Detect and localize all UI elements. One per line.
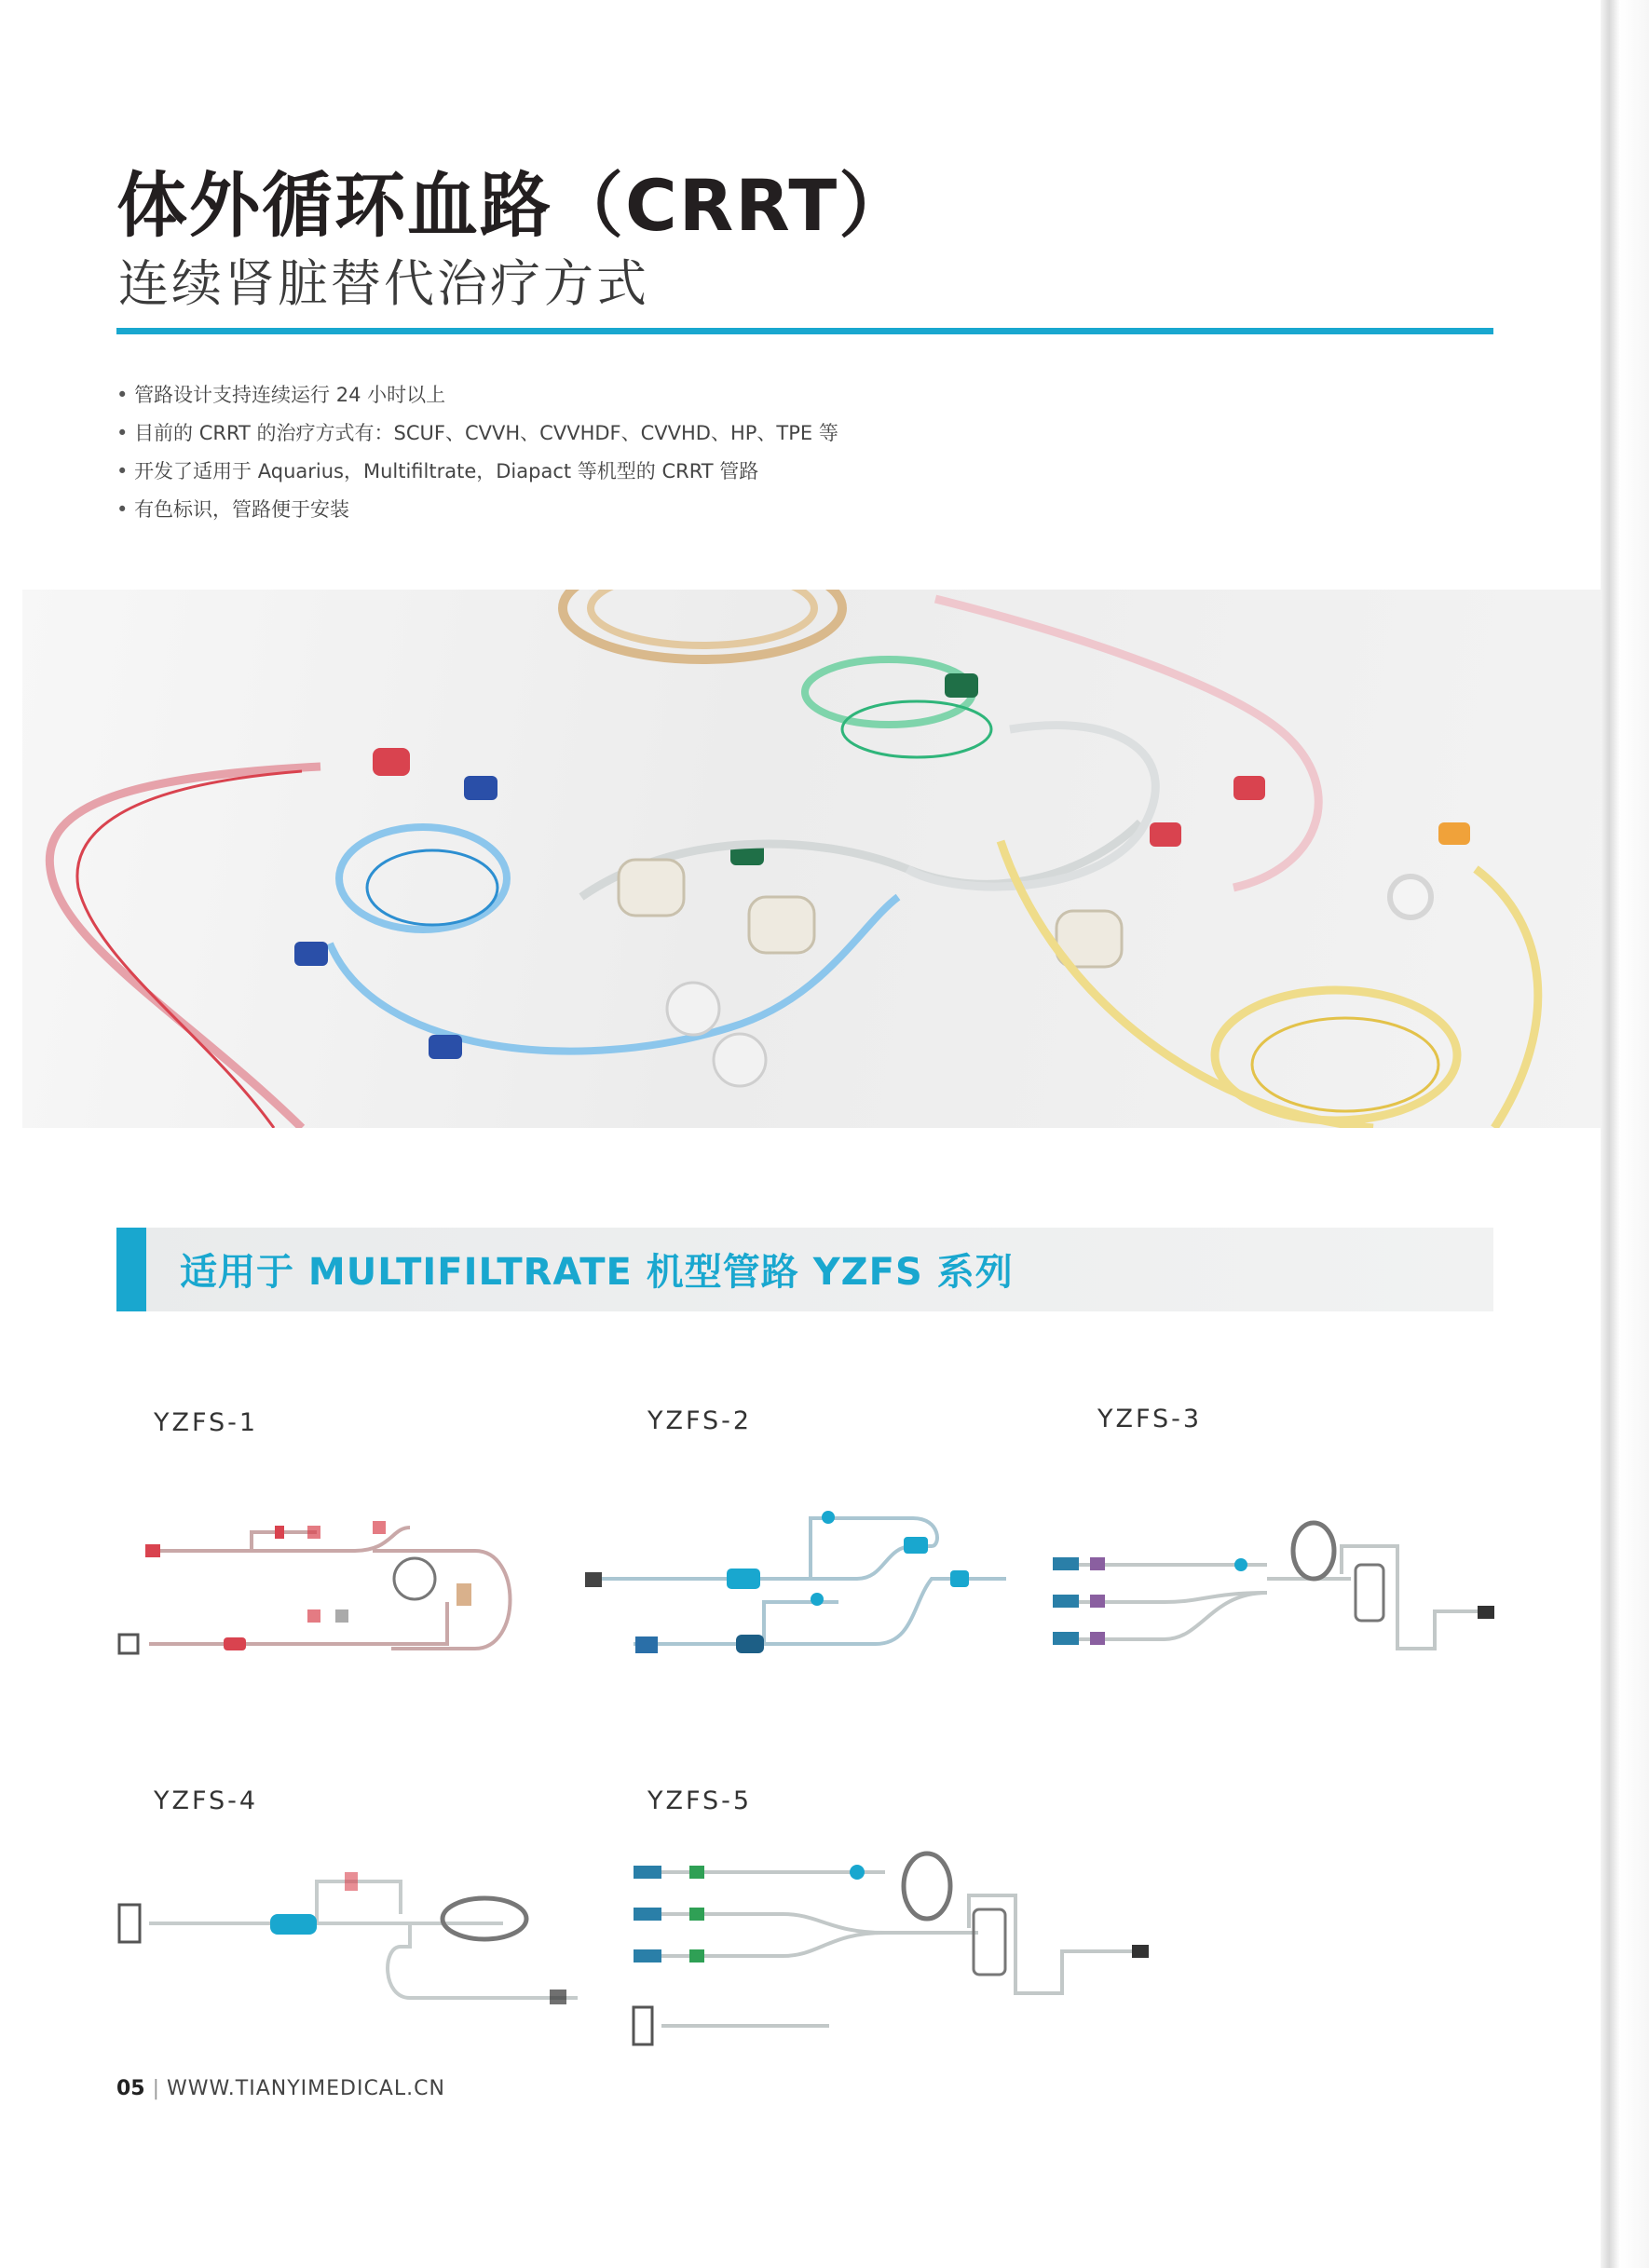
yzfs-3-diagram — [1043, 1490, 1509, 1677]
page-number: 05 — [116, 2077, 145, 2100]
section-title: 适用于 MULTIFILTRATE 机型管路 YZFS 系列 — [180, 1251, 1014, 1294]
title-divider — [116, 328, 1493, 334]
yzfs-5-diagram — [624, 1816, 1183, 2058]
section-accent-bar — [116, 1228, 146, 1311]
page-title: 体外循环血路（CRRT） — [116, 164, 912, 247]
page-footer — [116, 2077, 445, 2100]
feature-item: • 目前的 CRRT 的治疗方式有：SCUF、CVVH、CVVHDF、CVVHD、HP、TPE 等 — [116, 414, 838, 453]
feature-item: • 管路设计支持连续运行 24 小时以上 — [116, 376, 838, 414]
section-header — [116, 1228, 1493, 1311]
product-photo — [22, 590, 1601, 1128]
product-label-yzfs-2: YZFS-2 — [647, 1406, 753, 1435]
page-subtitle: 连续肾脏替代治疗方式 — [118, 254, 649, 313]
feature-item: • 有色标识，管路便于安装 — [116, 491, 838, 529]
product-label-yzfs-5: YZFS-5 — [647, 1786, 753, 1815]
product-label-yzfs-1: YZFS-1 — [154, 1408, 259, 1437]
yzfs-1-diagram — [112, 1490, 540, 1677]
yzfs-2-diagram — [578, 1490, 1006, 1677]
product-label-yzfs-4: YZFS-4 — [154, 1786, 259, 1815]
page-edge-shadow — [1601, 0, 1649, 2268]
website-url[interactable]: WWW.TIANYIMEDICAL.CN — [167, 2077, 445, 2100]
feature-item: • 开发了适用于 Aquarius，Multifiltrate，Diapact 等机型的 CRRT 管路 — [116, 453, 838, 491]
yzfs-4-diagram — [112, 1854, 596, 2040]
product-label-yzfs-3: YZFS-3 — [1097, 1405, 1203, 1433]
footer-separator: | — [152, 2077, 160, 2100]
feature-list — [116, 376, 838, 529]
